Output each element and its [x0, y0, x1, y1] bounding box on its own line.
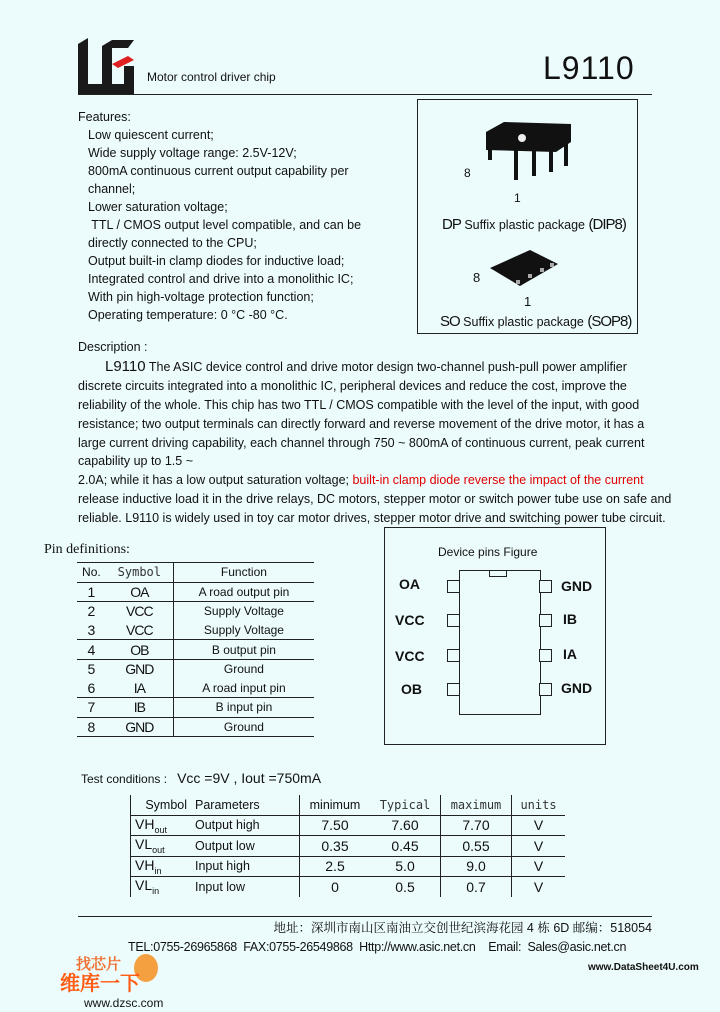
table-row [77, 582, 314, 602]
table-row [77, 640, 314, 660]
feature-item: With pin high-voltage protection function; [88, 290, 314, 304]
pin-symbol: VCC [126, 622, 153, 639]
symbol-main: VL [135, 877, 153, 894]
model-title: L9110 [543, 50, 635, 86]
header-no: No. [82, 565, 101, 580]
symbol-sub: in [154, 865, 162, 876]
param-max: 9.0 [441, 856, 512, 877]
description-title: Description : [78, 340, 148, 354]
header-divider [78, 94, 652, 95]
features-section [78, 108, 361, 324]
pin-label-oa: OA [399, 576, 420, 592]
header-function: Function [173, 563, 314, 583]
description-line: capability up to 1.5 ~ [78, 454, 194, 468]
pin-label-ob: OB [401, 681, 422, 697]
description-line [105, 358, 627, 376]
header-units: units [512, 795, 566, 815]
pin-symbol: OA [106, 582, 174, 602]
table-header [77, 563, 314, 583]
table-row [77, 659, 314, 678]
table-row [131, 836, 566, 857]
pin-label-vcc: VCC [395, 648, 425, 664]
dip-pkg: (DIP8) [588, 216, 626, 233]
symbol-sub: in [152, 886, 160, 897]
pin-function: A road output pin [173, 582, 314, 602]
footer-address: 地址：深圳市南山区南油立交创世纪滨海花园 4 栋 6D 邮编：518054 [273, 921, 652, 935]
pin-symbol: IA [133, 679, 145, 696]
doc-subtitle: Motor control driver chip [147, 70, 276, 84]
param-unit: V [512, 877, 566, 897]
sop-code: SO [440, 313, 460, 330]
header-symbol: Symbol [117, 565, 162, 580]
chip-notch [489, 570, 507, 577]
param-typ: 0.5 [395, 878, 415, 895]
param-typ: 7.60 [370, 815, 441, 836]
pin-pad [539, 683, 552, 696]
pin-no: 7 [77, 698, 106, 718]
description-text: 2.0A; while it has a low output saturation voltage; [78, 473, 353, 487]
sop-pin8-label: 8 [473, 270, 481, 285]
sop-label: Suffix plastic package [463, 315, 584, 329]
pin-symbol: IB [106, 698, 174, 718]
features-title: Features: [78, 110, 131, 124]
pin-symbol: GND [106, 659, 174, 678]
pin-function: Supply Voltage [173, 602, 314, 621]
pin-function: B output pin [173, 640, 314, 660]
pin-symbol: GND [106, 717, 174, 737]
footer-contact: TEL:0755-26965868 FAX:0755-26549868 Http://www.asic.net.cn Email: Sales@asic.net.cn [128, 940, 627, 954]
description-line: discrete circuits integrated into a monolithic IC, peripheral devices and reduce the cost, improve the [78, 379, 627, 393]
dip-pin8-label: 8 [464, 166, 471, 180]
pin-function: Supply Voltage [173, 621, 314, 640]
table-row [77, 698, 314, 718]
package-box [417, 99, 638, 334]
dzsc-watermark-top: 找芯片 [76, 956, 122, 973]
pin-definitions-title: Pin definitions: [44, 542, 130, 557]
electrical-parameters-table [130, 795, 565, 897]
param-symbol [131, 856, 192, 877]
dzsc-watermark-cn: 维库一下 [60, 973, 140, 995]
pin-no: 3 [87, 622, 96, 639]
description-line [78, 472, 644, 489]
sop8-package-image [486, 250, 566, 290]
feature-item: Lower saturation voltage; [88, 200, 228, 214]
header-symbol: Symbol [131, 795, 192, 815]
description-line: resistance; two output terminals can directly forward and reverse movement of the drive motor, it has a [78, 417, 645, 431]
param-unit: V [512, 836, 566, 857]
footer-divider [78, 916, 652, 917]
param-min: 0 [300, 877, 371, 897]
pin-pad [447, 683, 460, 696]
description-text: The ASIC device control and drive motor design two-channel push-pull power amplifier [145, 360, 627, 374]
pin-pad [539, 649, 552, 662]
pin-function: Ground [173, 717, 314, 737]
pins-figure-title: Device pins Figure [438, 545, 538, 559]
header-minimum: minimum [300, 795, 371, 815]
description-line: large current driving capability, each channel through 750 ~ 800mA of continuous current, peak current [78, 436, 645, 450]
description-line: release inductive load it in the drive relays, DC motors, stepper motor or switch power tube use on safe and [78, 492, 672, 506]
table-row [77, 717, 314, 737]
pin-no: 2 [77, 602, 106, 621]
param-unit: V [512, 856, 566, 877]
param-max: 0.7 [441, 877, 512, 897]
pin-no: 8 [77, 717, 106, 737]
pin-symbol: VCC [106, 602, 174, 621]
test-conditions-value: Vcc =9V , Iout =750mA [177, 770, 322, 786]
description-line: reliable. L9110 is widely used in toy car motor drives, stepper motor drive and switching power tube circuit. [78, 511, 666, 525]
feature-item: channel; [88, 182, 136, 196]
pin-no: 6 [87, 679, 96, 696]
param-min: 0.35 [300, 836, 371, 857]
pin-pad [539, 580, 552, 593]
header-maximum: maximum [441, 795, 512, 815]
symbol-main: VL [135, 836, 153, 853]
pin-label-ib: IB [563, 611, 577, 627]
pin-function: Ground [173, 659, 314, 678]
param-name: Output high [191, 815, 300, 836]
dip-package-label [442, 216, 626, 234]
pin-definitions-table [77, 562, 314, 737]
pin-no: 5 [77, 659, 106, 678]
feature-item: Low quiescent current; [88, 128, 214, 142]
test-conditions [81, 770, 321, 788]
table-header [131, 795, 566, 815]
pin-no: 1 [77, 582, 106, 602]
param-symbol [131, 836, 192, 857]
sop-package-label [440, 313, 631, 331]
sop-pin1-label: 1 [524, 294, 532, 309]
table-row [131, 877, 566, 897]
table-row [131, 856, 566, 877]
description-highlight: built-in clamp diode reverse the impact of the current [352, 473, 644, 487]
pin-function: B input pin [173, 698, 314, 718]
pin-no: 4 [77, 640, 106, 660]
param-typ: 0.45 [370, 836, 441, 857]
symbol-sub: out [154, 824, 167, 835]
param-max: 0.55 [441, 836, 512, 857]
param-unit: V [512, 815, 566, 836]
description-model: L9110 [105, 358, 146, 375]
pin-label-gnd: GND [561, 680, 593, 696]
pin-pad [447, 649, 460, 662]
pin-label-vcc: VCC [395, 612, 425, 628]
param-min: 7.50 [300, 815, 371, 836]
feature-item: directly connected to the CPU; [88, 236, 257, 250]
pin-label-gnd: GND [561, 578, 593, 594]
feature-item: Operating temperature: 0 °C -80 °C. [88, 308, 288, 322]
dzsc-watermark-url: www.dzsc.com [84, 996, 164, 1010]
pin-pad [539, 614, 552, 627]
feature-item: Output built-in clamp diodes for inductive load; [88, 254, 345, 268]
param-name: Output low [191, 836, 300, 857]
table-row [131, 815, 566, 836]
param-min: 2.5 [300, 856, 371, 877]
pin-function: A road input pin [173, 679, 314, 698]
param-symbol [131, 877, 192, 897]
test-conditions-label: Test conditions : [81, 772, 168, 786]
param-typ: 5.0 [370, 856, 441, 877]
pin-symbol: OB [106, 640, 174, 660]
chip-body [459, 570, 541, 715]
dip8-package-image [476, 120, 586, 190]
feature-item: TTL / CMOS output level compatible, and can be [88, 218, 362, 232]
pin-pad [447, 580, 460, 593]
pin-label-ia: IA [563, 646, 577, 662]
description-line: reliability of the whole. This chip has two TTL / CMOS compatible with the level of the input, with good [78, 398, 640, 412]
dip-label: Suffix plastic package [464, 218, 586, 232]
dip-pin1-label: 1 [514, 191, 521, 205]
symbol-main: VH [135, 856, 155, 873]
param-name: Input low [195, 879, 246, 894]
feature-item: 800mA continuous current output capability per [88, 164, 349, 178]
param-symbol [131, 815, 192, 836]
datasheet4u-watermark: www.DataSheet4U.com [588, 962, 699, 973]
symbol-sub: out [152, 845, 165, 856]
dip-code: DP [442, 216, 461, 233]
company-logo [78, 38, 134, 94]
sop-pkg: (SOP8) [587, 313, 632, 330]
param-name: Input high [191, 856, 300, 877]
header-typical: Typical [370, 795, 441, 815]
feature-item: Wide supply voltage range: 2.5V-12V; [88, 146, 297, 160]
pin-pad [447, 614, 460, 627]
table-row [77, 679, 314, 698]
symbol-main: VH [135, 815, 155, 832]
feature-item: Integrated control and drive into a monolithic IC; [88, 272, 354, 286]
param-max: 7.70 [441, 815, 512, 836]
device-pins-figure [384, 527, 606, 745]
header-parameters: Parameters [191, 795, 300, 815]
table-row [77, 602, 314, 621]
table-row [77, 621, 314, 640]
